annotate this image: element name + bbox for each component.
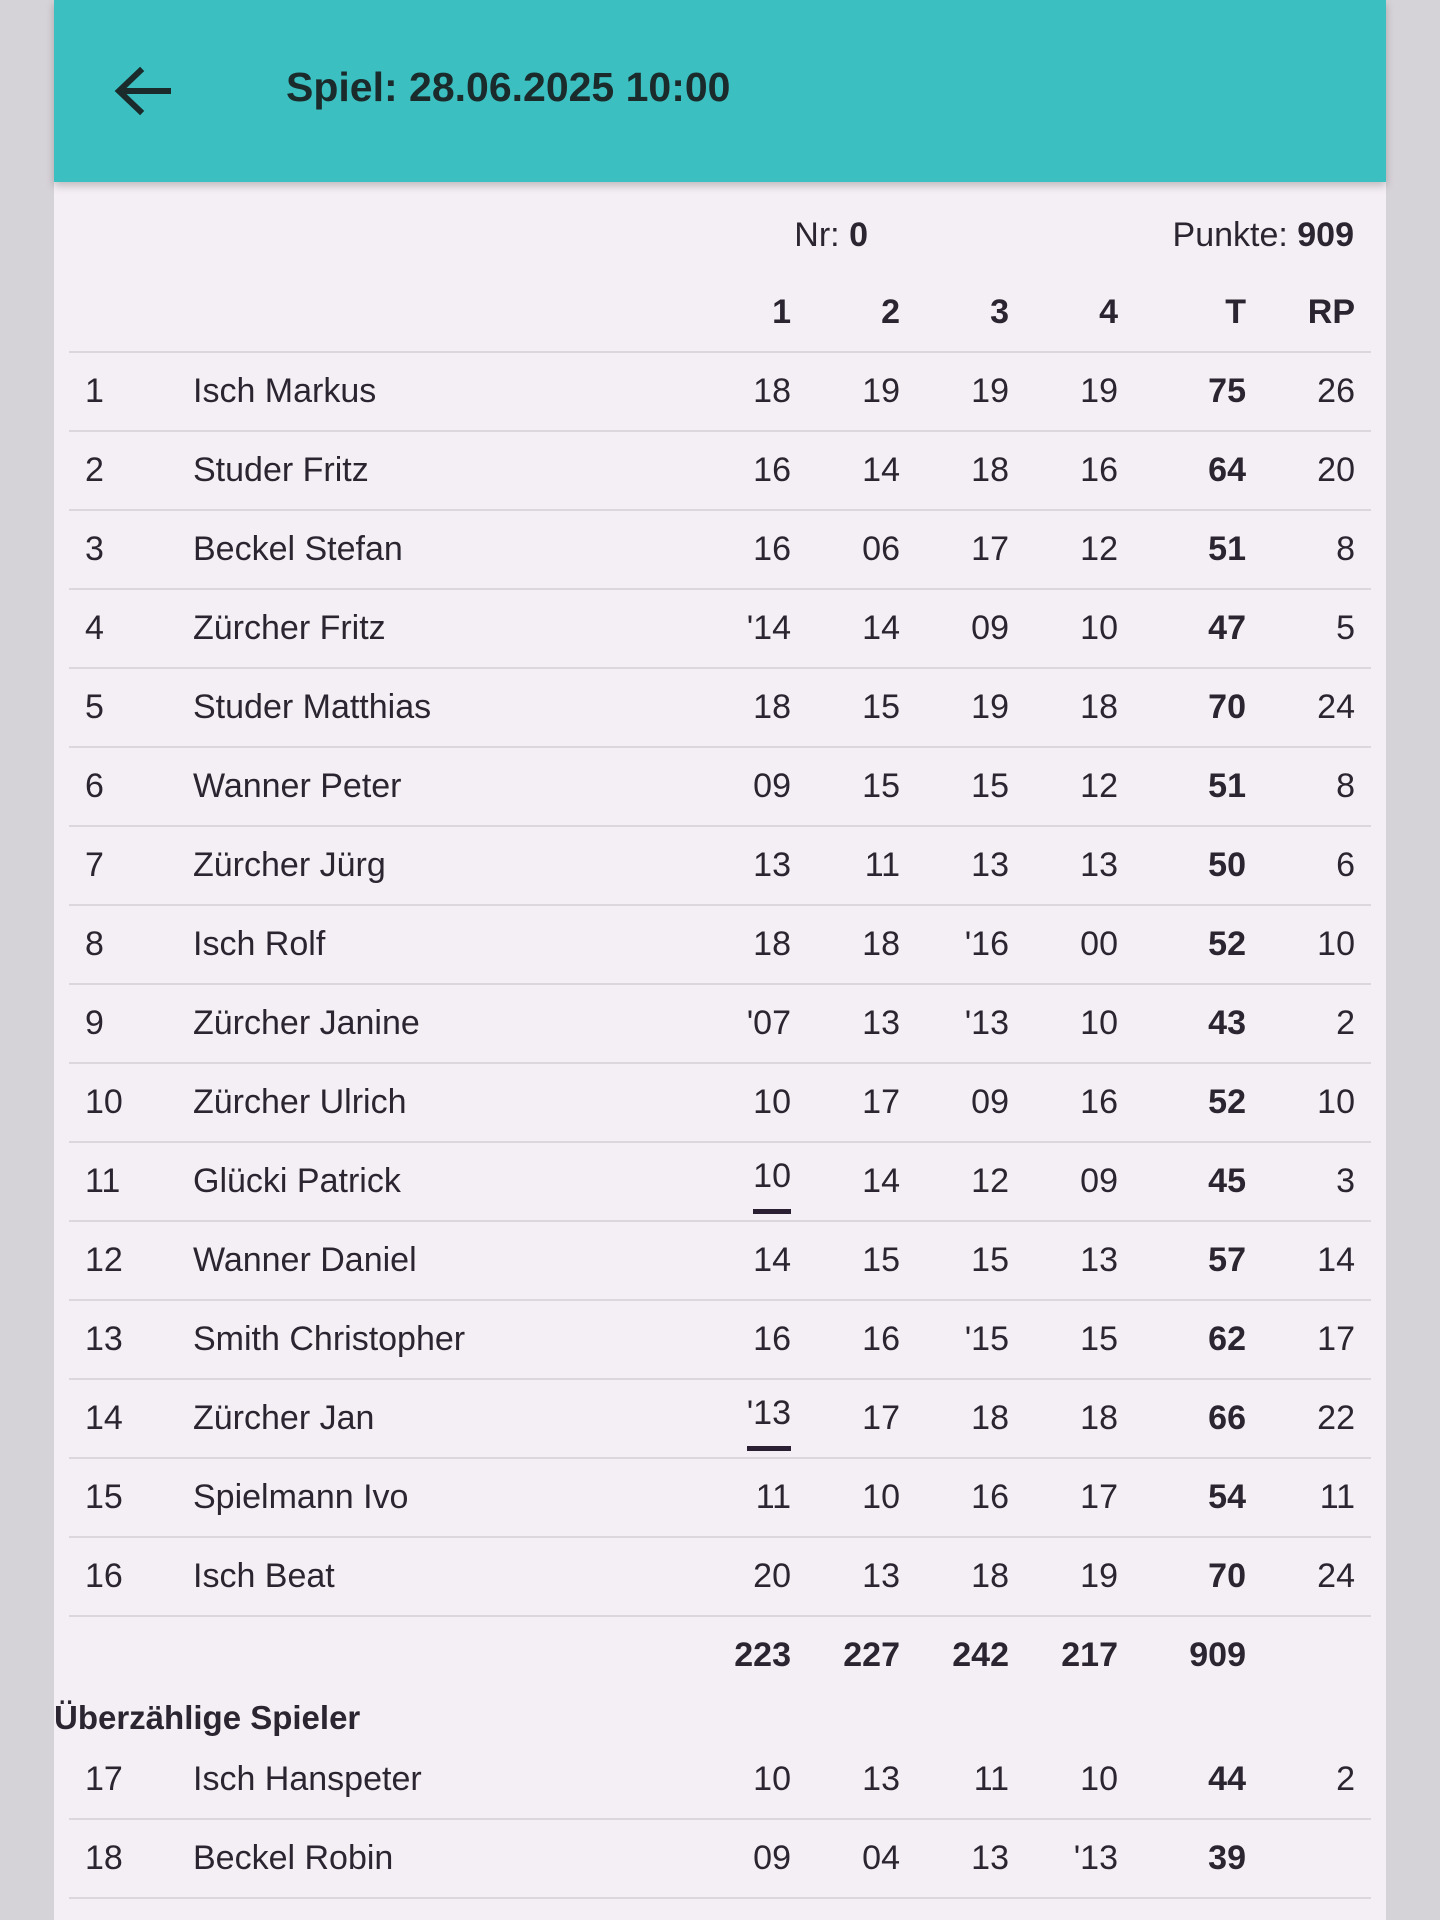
score-round-2: 06: [862, 530, 900, 568]
column-header-4: 4: [1099, 293, 1118, 331]
score-round-4: 15: [1080, 1320, 1118, 1358]
column-header-rp: RP: [1307, 293, 1355, 331]
score-round-3: 13: [971, 1839, 1009, 1877]
score-round-1: 20: [753, 1557, 791, 1595]
player-total: 44: [1208, 1760, 1246, 1798]
extra-players-heading: Überzählige Spieler: [54, 1699, 361, 1736]
player-number: 8: [85, 925, 104, 963]
player-total: 50: [1208, 846, 1246, 884]
score-round-2: 19: [862, 372, 900, 410]
table-row[interactable]: [69, 590, 1371, 669]
app-bar: [54, 0, 1386, 182]
player-rank-points: 8: [1336, 530, 1355, 568]
player-name: Zürcher Janine: [193, 1004, 420, 1042]
score-round-2: 10: [862, 1478, 900, 1516]
score-round-1: 16: [753, 451, 791, 489]
score-round-3: 12: [971, 1162, 1009, 1200]
player-total: 52: [1208, 925, 1246, 963]
score-round-2: 16: [862, 1320, 900, 1358]
player-total: 39: [1208, 1839, 1246, 1877]
player-rank-points: 17: [1317, 1320, 1355, 1358]
player-rank-points: 6: [1336, 846, 1355, 884]
grand-total: 909: [1189, 1636, 1246, 1674]
player-total: 57: [1208, 1241, 1246, 1279]
app-screen: [54, 0, 1386, 1920]
total-round-4: 217: [1061, 1636, 1118, 1674]
player-number: 12: [85, 1241, 123, 1279]
player-number: 2: [85, 451, 104, 489]
score-round-3: 18: [971, 1399, 1009, 1437]
player-name: Isch Hanspeter: [193, 1760, 422, 1798]
score-round-2: 17: [862, 1399, 900, 1437]
score-round-4: 16: [1080, 1083, 1118, 1121]
score-round-2: 14: [862, 451, 900, 489]
score-round-1: 10: [753, 1143, 791, 1214]
player-name: Isch Markus: [193, 372, 377, 410]
score-round-3: '15: [964, 1320, 1009, 1358]
player-number: 6: [85, 767, 104, 805]
player-number: 3: [85, 530, 104, 568]
player-number: 11: [85, 1162, 121, 1200]
player-number: 9: [85, 1004, 104, 1042]
score-round-2: 04: [862, 1839, 900, 1877]
table-row[interactable]: [69, 1143, 1371, 1222]
score-round-3: '13: [964, 1004, 1009, 1042]
table-row[interactable]: [69, 1064, 1371, 1143]
score-round-1: 18: [753, 925, 791, 963]
table-row[interactable]: [69, 669, 1371, 748]
game-number: [794, 216, 868, 255]
score-round-1: 10: [753, 1083, 791, 1121]
player-total: 70: [1208, 688, 1246, 726]
total-points-label: Punkte:: [1172, 216, 1298, 254]
player-number: 15: [85, 1478, 123, 1516]
player-total: 54: [1208, 1478, 1246, 1516]
score-round-4: 10: [1080, 1004, 1118, 1042]
score-round-4: 10: [1080, 1760, 1118, 1798]
player-name: Studer Matthias: [193, 688, 432, 726]
player-number: 13: [85, 1320, 123, 1358]
player-name: Zürcher Fritz: [193, 609, 386, 647]
score-round-1: 16: [753, 530, 791, 568]
score-round-3: 13: [971, 846, 1009, 884]
table-row[interactable]: [69, 748, 1371, 827]
player-total: 51: [1208, 530, 1246, 568]
score-round-1: 09: [753, 1839, 791, 1877]
player-total: 43: [1208, 1004, 1246, 1042]
player-rank-points: 22: [1317, 1399, 1355, 1437]
table-row[interactable]: [69, 1741, 1371, 1820]
score-round-3: 18: [971, 451, 1009, 489]
player-name: Wanner Daniel: [193, 1241, 417, 1279]
column-header-3: 3: [990, 293, 1009, 331]
player-rank-points: 8: [1336, 767, 1355, 805]
score-round-3: 17: [971, 530, 1009, 568]
player-name: Studer Fritz: [193, 451, 369, 489]
player-number: 5: [85, 688, 104, 726]
score-round-2: 11: [864, 846, 900, 884]
player-name: Smith Christopher: [193, 1320, 466, 1358]
score-round-3: 11: [973, 1760, 1009, 1798]
totals-row: [69, 1617, 1371, 1694]
total-points-value: 909: [1297, 216, 1354, 254]
player-rank-points: 20: [1317, 451, 1355, 489]
page-title: Spiel: 28.06.2025 10:00: [286, 64, 731, 110]
score-round-2: 13: [862, 1557, 900, 1595]
table-header: [69, 274, 1371, 353]
player-number: 17: [85, 1760, 123, 1798]
score-round-3: '16: [964, 925, 1009, 963]
player-rank-points: 2: [1336, 1004, 1355, 1042]
player-name: Glücki Patrick: [193, 1162, 401, 1200]
score-round-4: 13: [1080, 846, 1118, 884]
score-round-1: '13: [747, 1380, 791, 1451]
score-round-2: 18: [862, 925, 900, 963]
score-round-1: 18: [753, 372, 791, 410]
player-rank-points: 10: [1317, 1083, 1355, 1121]
score-round-2: 14: [862, 1162, 900, 1200]
score-round-4: 13: [1080, 1241, 1118, 1279]
column-header-total: T: [1225, 293, 1246, 331]
table-row[interactable]: [69, 827, 1371, 906]
total-round-2: 227: [843, 1636, 900, 1674]
score-round-4: 12: [1080, 530, 1118, 568]
score-round-4: 18: [1080, 1399, 1118, 1437]
score-round-4: 10: [1080, 609, 1118, 647]
score-round-4: '13: [1073, 1839, 1118, 1877]
player-rows: [69, 353, 1371, 1617]
score-round-2: 17: [862, 1083, 900, 1121]
score-round-3: 15: [971, 767, 1009, 805]
score-round-2: 13: [862, 1760, 900, 1798]
player-number: 14: [85, 1399, 123, 1437]
table-row[interactable]: [69, 1820, 1371, 1899]
score-round-4: 18: [1080, 688, 1118, 726]
player-name: Zürcher Jan: [193, 1399, 375, 1437]
player-number: 1: [85, 372, 104, 410]
score-round-3: 15: [971, 1241, 1009, 1279]
table-row[interactable]: [69, 1459, 1371, 1538]
score-round-4: 17: [1080, 1478, 1118, 1516]
player-name: Beckel Robin: [193, 1839, 394, 1877]
score-round-4: 09: [1080, 1162, 1118, 1200]
score-table: [54, 274, 1371, 1899]
column-header-1: 1: [772, 293, 791, 331]
table-row[interactable]: [69, 1538, 1371, 1617]
total-round-3: 242: [952, 1636, 1009, 1674]
player-rank-points: 24: [1317, 1557, 1355, 1595]
game-summary: [54, 208, 1386, 264]
player-rank-points: 11: [1319, 1478, 1355, 1516]
player-number: 16: [85, 1557, 123, 1595]
score-round-1: 16: [753, 1320, 791, 1358]
score-round-3: 19: [971, 688, 1009, 726]
column-header-2: 2: [881, 293, 900, 331]
score-round-1: '14: [746, 609, 791, 647]
score-round-3: 19: [971, 372, 1009, 410]
player-rank-points: 26: [1317, 372, 1355, 410]
player-total: 62: [1208, 1320, 1246, 1358]
player-rank-points: 3: [1336, 1162, 1355, 1200]
score-round-1: 14: [753, 1241, 791, 1279]
player-total: 45: [1208, 1162, 1246, 1200]
score-round-2: 15: [862, 688, 900, 726]
score-round-1: '07: [746, 1004, 791, 1042]
score-round-1: 18: [753, 688, 791, 726]
score-round-4: 19: [1080, 1557, 1118, 1595]
table-row[interactable]: [69, 432, 1371, 511]
player-number: 10: [85, 1083, 123, 1121]
player-number: 7: [85, 846, 104, 884]
arrow-left-icon: [113, 66, 171, 116]
table-row[interactable]: [69, 1222, 1371, 1301]
score-round-1: 09: [753, 767, 791, 805]
score-round-3: 09: [971, 1083, 1009, 1121]
table-row[interactable]: [69, 511, 1371, 590]
player-total: 47: [1208, 609, 1246, 647]
player-name: Zürcher Jürg: [193, 846, 386, 884]
total-points: [1173, 216, 1354, 255]
player-total: 75: [1208, 372, 1246, 410]
player-total: 51: [1208, 767, 1246, 805]
player-number: 18: [85, 1839, 123, 1877]
extra-player-rows: [69, 1741, 1371, 1899]
score-round-2: 15: [862, 1241, 900, 1279]
table-row[interactable]: [69, 1380, 1371, 1459]
score-round-4: 12: [1080, 767, 1118, 805]
back-button[interactable]: [102, 55, 182, 127]
score-round-2: 13: [862, 1004, 900, 1042]
player-name: Zürcher Ulrich: [193, 1083, 407, 1121]
player-name: Wanner Peter: [193, 767, 402, 805]
table-row[interactable]: [69, 1301, 1371, 1380]
score-round-1: 13: [753, 846, 791, 884]
score-round-1: 10: [753, 1760, 791, 1798]
score-round-4: 16: [1080, 451, 1118, 489]
score-round-3: 16: [971, 1478, 1009, 1516]
player-rank-points: 10: [1317, 925, 1355, 963]
player-name: Isch Beat: [193, 1557, 335, 1595]
player-total: 52: [1208, 1083, 1246, 1121]
score-round-4: 00: [1080, 925, 1118, 963]
total-round-1: 223: [734, 1636, 791, 1674]
player-rank-points: 2: [1336, 1760, 1355, 1798]
player-total: 64: [1208, 451, 1246, 489]
table-row[interactable]: [69, 353, 1371, 432]
score-round-3: 09: [971, 609, 1009, 647]
player-rank-points: 14: [1317, 1241, 1355, 1279]
player-rank-points: 24: [1317, 688, 1355, 726]
player-total: 66: [1208, 1399, 1246, 1437]
game-number-label: Nr:: [794, 216, 850, 254]
score-round-3: 18: [971, 1557, 1009, 1595]
player-rank-points: 5: [1336, 609, 1355, 647]
player-number: 4: [85, 609, 104, 647]
score-round-1: 11: [755, 1478, 791, 1516]
player-name: Isch Rolf: [193, 925, 326, 963]
player-name: Beckel Stefan: [193, 530, 403, 568]
player-total: 70: [1208, 1557, 1246, 1595]
table-row[interactable]: [69, 985, 1371, 1064]
game-number-value: 0: [849, 216, 868, 254]
player-name: Spielmann Ivo: [193, 1478, 409, 1516]
score-round-2: 15: [862, 767, 900, 805]
score-round-2: 14: [862, 609, 900, 647]
table-row[interactable]: [69, 906, 1371, 985]
score-round-4: 19: [1080, 372, 1118, 410]
